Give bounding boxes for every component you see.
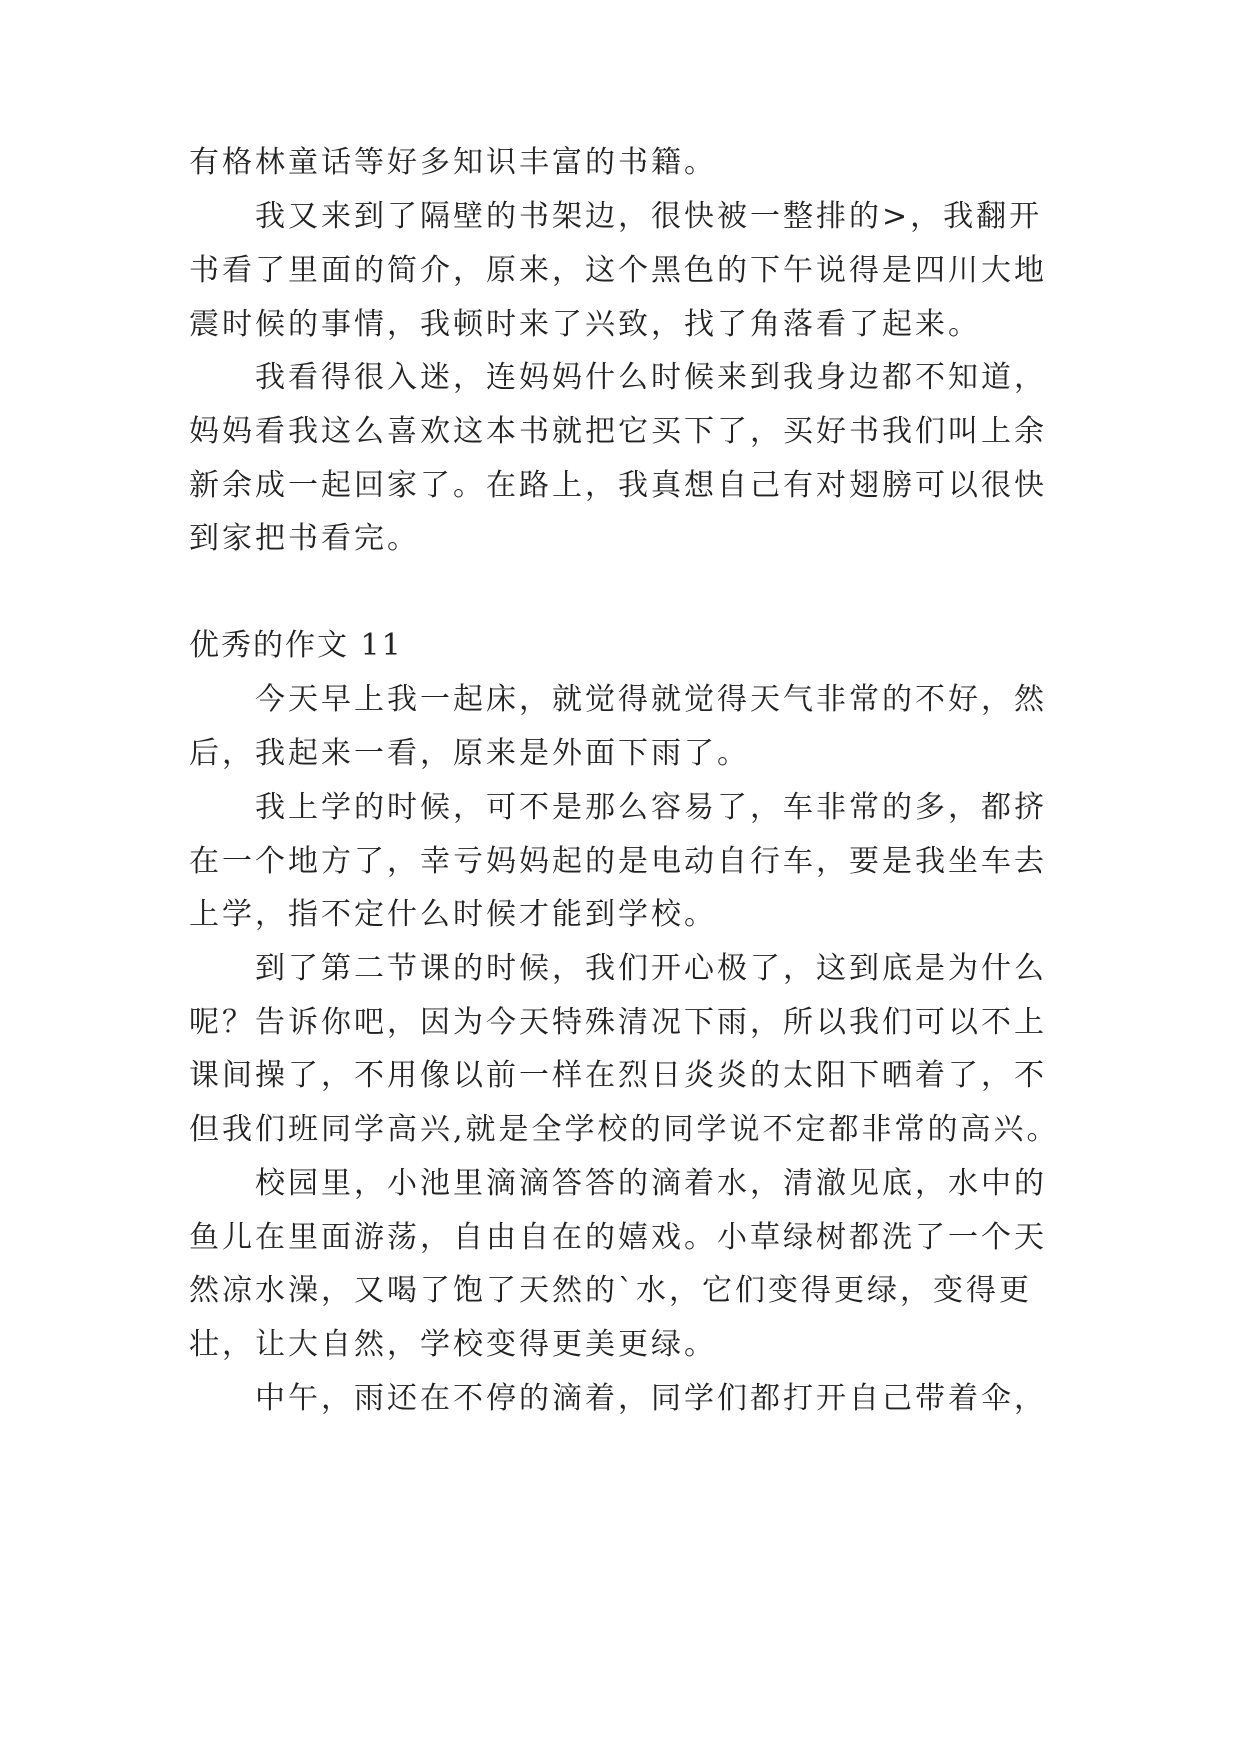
paragraph-line: 有格林童话等好多知识丰富的书籍。	[189, 145, 717, 180]
paragraph-line: 新余成一起回家了。在路上，我真想自己有对翅膀可以很快	[189, 468, 1047, 503]
paragraph-line: 校园里，小池里滴滴答答的滴着水，清澈见底，水中的	[255, 1166, 1047, 1201]
paragraph-line: 我又来到了隔壁的书架边，很快被一整排的>，我翻开	[255, 199, 1043, 234]
paragraph-line: 上学，指不定什么时候才能到学校。	[189, 897, 717, 932]
paragraph-line: 震时候的事情，我顿时来了兴致，找了角落看了起来。	[189, 307, 981, 342]
paragraph-line: 鱼儿在里面游荡，自由自在的嬉戏。小草绿树都洗了一个天	[189, 1220, 1047, 1255]
paragraph-line: 后，我起来一看，原来是外面下雨了。	[189, 736, 750, 771]
paragraph-line: 今天早上我一起床，就觉得就觉得天气非常的不好，然	[255, 682, 1047, 717]
paragraph-line: 中午，雨还在不停的滴着，同学们都打开自己带着伞，	[255, 1381, 1047, 1416]
paragraph-line: 妈妈看我这么喜欢这本书就把它买下了，买好书我们叫上余	[189, 414, 1047, 449]
paragraph-line: 壮，让大自然，学校变得更美更绿。	[189, 1327, 717, 1362]
paragraph-line: 到了第二节课的时候，我们开心极了，这到底是为什么	[255, 951, 1047, 986]
paragraph-line: 但我们班同学高兴,就是全学校的同学说不定都非常的高兴。	[189, 1112, 1060, 1147]
paragraph-line: 我看得很入迷，连妈妈什么时候来到我身边都不知道，	[255, 360, 1047, 395]
paragraph-line: 在一个地方了，幸亏妈妈起的是电动自行车，要是我坐车去	[189, 844, 1047, 879]
paragraph-line: 呢？告诉你吧，因为今天特殊清况下雨，所以我们可以不上	[189, 1005, 1047, 1040]
paragraph-line: 到家把书看完。	[189, 521, 420, 556]
paragraph-line: 我上学的时候，可不是那么容易了，车非常的多，都挤	[255, 790, 1047, 825]
paragraph-line: 然凉水澡，又喝了饱了天然的`水，它们变得更绿，变得更	[189, 1273, 1032, 1308]
paragraph-line: 课间操了，不用像以前一样在烈日炎炎的太阳下晒着了，不	[189, 1058, 1047, 1093]
section-title: 优秀的作文 11	[189, 628, 403, 663]
paragraph-line: 书看了里面的简介，原来，这个黑色的下午说得是四川大地	[189, 253, 1047, 288]
